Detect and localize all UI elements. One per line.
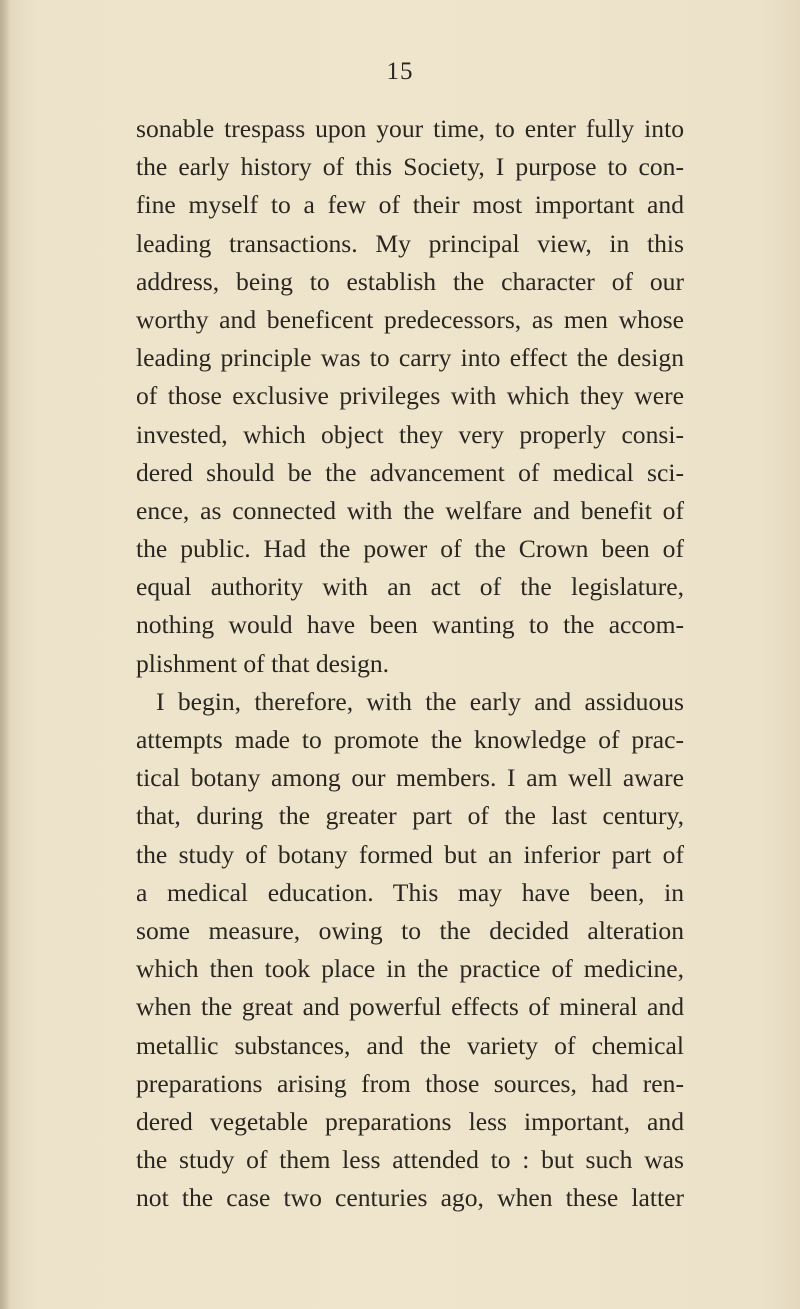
text-line: the study of botany formed but an inferior part of: [136, 839, 684, 869]
text-line: tical botany among our members. I am well aware: [136, 763, 684, 793]
body-text: [136, 110, 684, 1217]
text-line: address, being to establish the character of our: [136, 266, 684, 296]
text-line: that, during the greater part of the last century,: [136, 801, 684, 831]
text-line: fine myself to a few of their most important and: [136, 190, 684, 220]
text-line: the public. Had the power of the Crown been of: [136, 534, 684, 564]
text-line: sonable trespass upon your time, to enter fully into: [136, 114, 684, 143]
text-line: worthy and beneficent predecessors, as men whose: [136, 304, 684, 334]
text-line: nothing would have been wanting to the accom-: [136, 610, 684, 640]
text-line: the study of them less attended to : but such was: [136, 1145, 684, 1175]
text-line: invested, which object they very properly consi-: [136, 419, 684, 449]
text-line: which then took place in the practice of medicine,: [136, 954, 684, 984]
text-line: plishment of that design.: [136, 648, 390, 678]
paragraph-start-line: I begin, therefore, with the early and assiduous: [156, 686, 684, 716]
text-line: a medical education. This may have been, in: [136, 877, 684, 907]
text-line: ence, as connected with the welfare and benefit of: [136, 495, 684, 525]
text-line: when the great and powerful effects of mineral and: [136, 992, 684, 1022]
text-line: leading transactions. My principal view, in this: [136, 228, 684, 258]
text-line: equal authority with an act of the legislature,: [136, 572, 684, 602]
binding-gutter: [0, 0, 10, 1309]
text-line: leading principle was to carry into effect the design: [136, 343, 684, 373]
text-line: dered should be the advancement of medical sci-: [136, 457, 684, 487]
text-line: not the case two centuries ago, when these latter: [136, 1183, 684, 1213]
text-line: attempts made to promote the knowledge of prac-: [136, 725, 684, 754]
text-line: some measure, owing to the decided alteration: [136, 915, 684, 945]
text-line: metallic substances, and the variety of chemical: [136, 1030, 684, 1060]
page-number: 15: [386, 58, 414, 85]
text-line: the early history of this Society, I purpose to con-: [136, 152, 684, 182]
text-line: dered vegetable preparations less important, and: [136, 1106, 684, 1136]
text-line: preparations arising from those sources, had ren-: [136, 1068, 684, 1098]
text-line: of those exclusive privileges with which they were: [136, 381, 684, 411]
